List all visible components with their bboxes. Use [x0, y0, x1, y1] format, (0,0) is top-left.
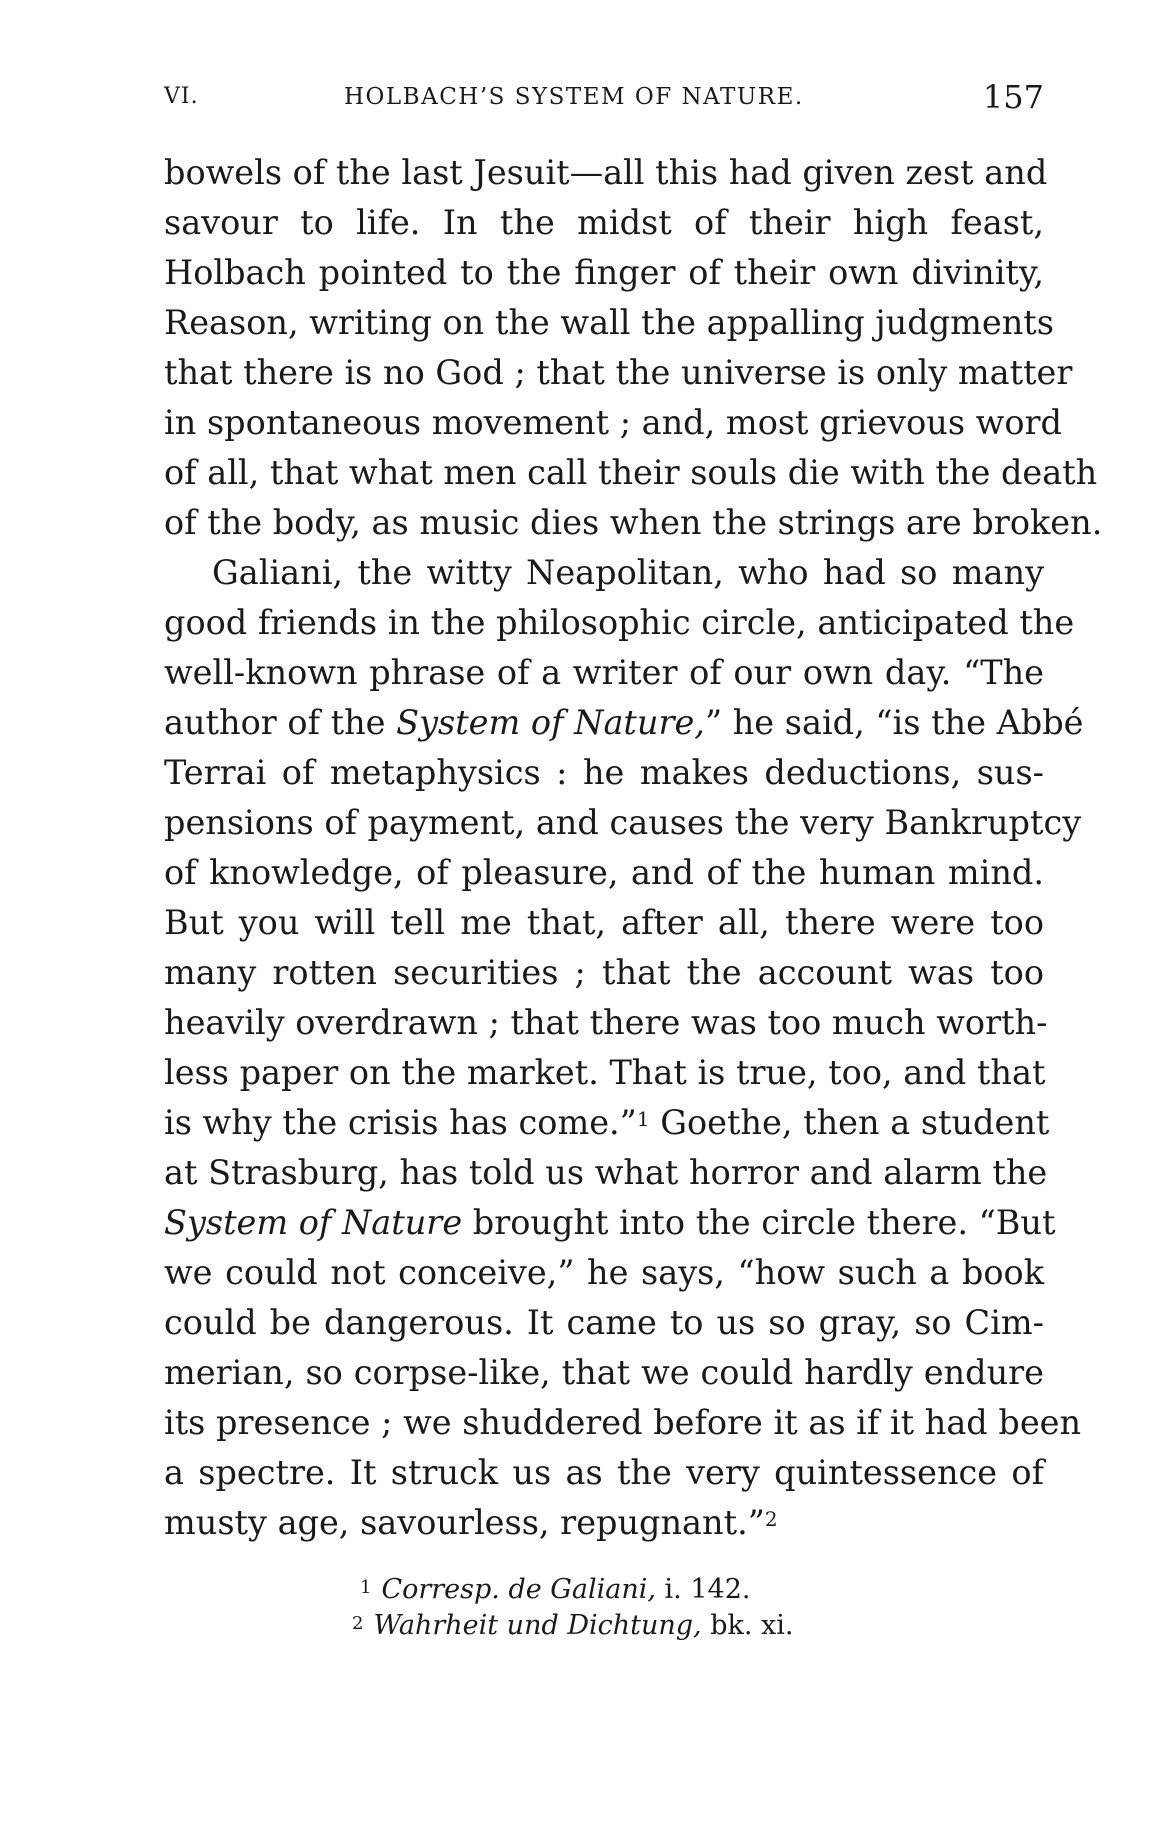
text-line: heavily overdrawn ; that there was too much worth- [164, 1003, 1048, 1042]
footnote-ref: bk. xi. [701, 1610, 794, 1641]
footnote-ref: i. 142. [655, 1574, 751, 1605]
text-line: of knowledge, of pleasure, and of the human mind. [164, 853, 1044, 892]
text-line: bowels of the last Jesuit—all this had given zest and [164, 153, 1048, 192]
text-line: its presence ; we shuddered before it as if it had been [164, 1403, 1082, 1442]
footnote-number: 1 [360, 1577, 372, 1598]
text-span: author of the [164, 703, 397, 742]
text-line: of all, that what men call their souls die with the death [164, 453, 1098, 492]
text-line: Terrai of metaphysics : he makes deductions, sus- [164, 753, 1044, 792]
text-line: less paper on the market. That is true, too, and that [164, 1053, 1046, 1092]
footnote-number: 2 [352, 1613, 364, 1634]
text-line: well-known phrase of a writer of our own day. “The [164, 653, 1044, 692]
running-header [164, 78, 1044, 118]
text-line: merian, so corpse-like, that we could hardly endure [164, 1353, 1044, 1392]
text-line: pensions of payment, and causes the very Bankruptcy [164, 803, 1082, 842]
text-line: savour to life. In the midst of their high feast, [164, 203, 1044, 242]
text-line: Reason, writing on the wall the appalling judgments [164, 303, 1054, 342]
text-line [164, 1098, 1050, 1148]
text-line [164, 1498, 1044, 1548]
text-line: of the body, as music dies when the strings are broken. [164, 503, 1103, 542]
text-line: could be dangerous. It came to us so gray, so Cim- [164, 1303, 1044, 1342]
text-line: that there is no God ; that the universe is only matter [164, 353, 1073, 392]
text-line: Holbach pointed to the finger of their own divinity, [164, 253, 1044, 292]
text-line: But you will tell me that, after all, there were too [164, 903, 1044, 942]
text-line: good friends in the philosophic circle, anticipated the [164, 603, 1075, 642]
footnotes [352, 1572, 794, 1644]
footnote-1 [360, 1572, 793, 1608]
text-line: a spectre. It struck us as the very quintessence of [164, 1453, 1044, 1492]
text-span: Goethe, then a student [649, 1103, 1050, 1142]
text-span: is why the crisis has come.” [164, 1103, 637, 1142]
book-title: System of Nature [164, 1203, 463, 1242]
body-text [164, 148, 1103, 1548]
text-span: musty age, savourless, repugnant.” [164, 1503, 765, 1542]
footnote-source: Corresp. de Galiani, [381, 1574, 656, 1605]
footnote-marker: 2 [764, 1507, 778, 1531]
text-span: brought into the circle there. “But [462, 1203, 1056, 1242]
footnote-source: Wahrheit und Dichtung, [373, 1610, 702, 1641]
text-line [164, 698, 1084, 748]
running-title: HOLBACH’S SYSTEM OF NATURE. [344, 84, 804, 110]
text-line [164, 1198, 1056, 1248]
book-title: System of Nature, [396, 703, 705, 742]
footnote-2 [352, 1608, 793, 1644]
page-number: 157 [982, 78, 1044, 116]
text-line: at Strasburg, has told us what horror and alarm the [164, 1153, 1048, 1192]
text-line: many rotten securities ; that the account was too [164, 953, 1044, 992]
footnote-marker: 1 [636, 1107, 650, 1131]
chapter-number: VI. [164, 84, 199, 109]
text-span: ” he said, “is the Abbé [704, 703, 1084, 742]
text-line: in spontaneous movement ; and, most grievous word [164, 403, 1062, 442]
text-line: we could not conceive,” he says, “how such a book [164, 1253, 1044, 1292]
text-line: Galiani, the witty Neapolitan, who had so many [212, 553, 1044, 592]
